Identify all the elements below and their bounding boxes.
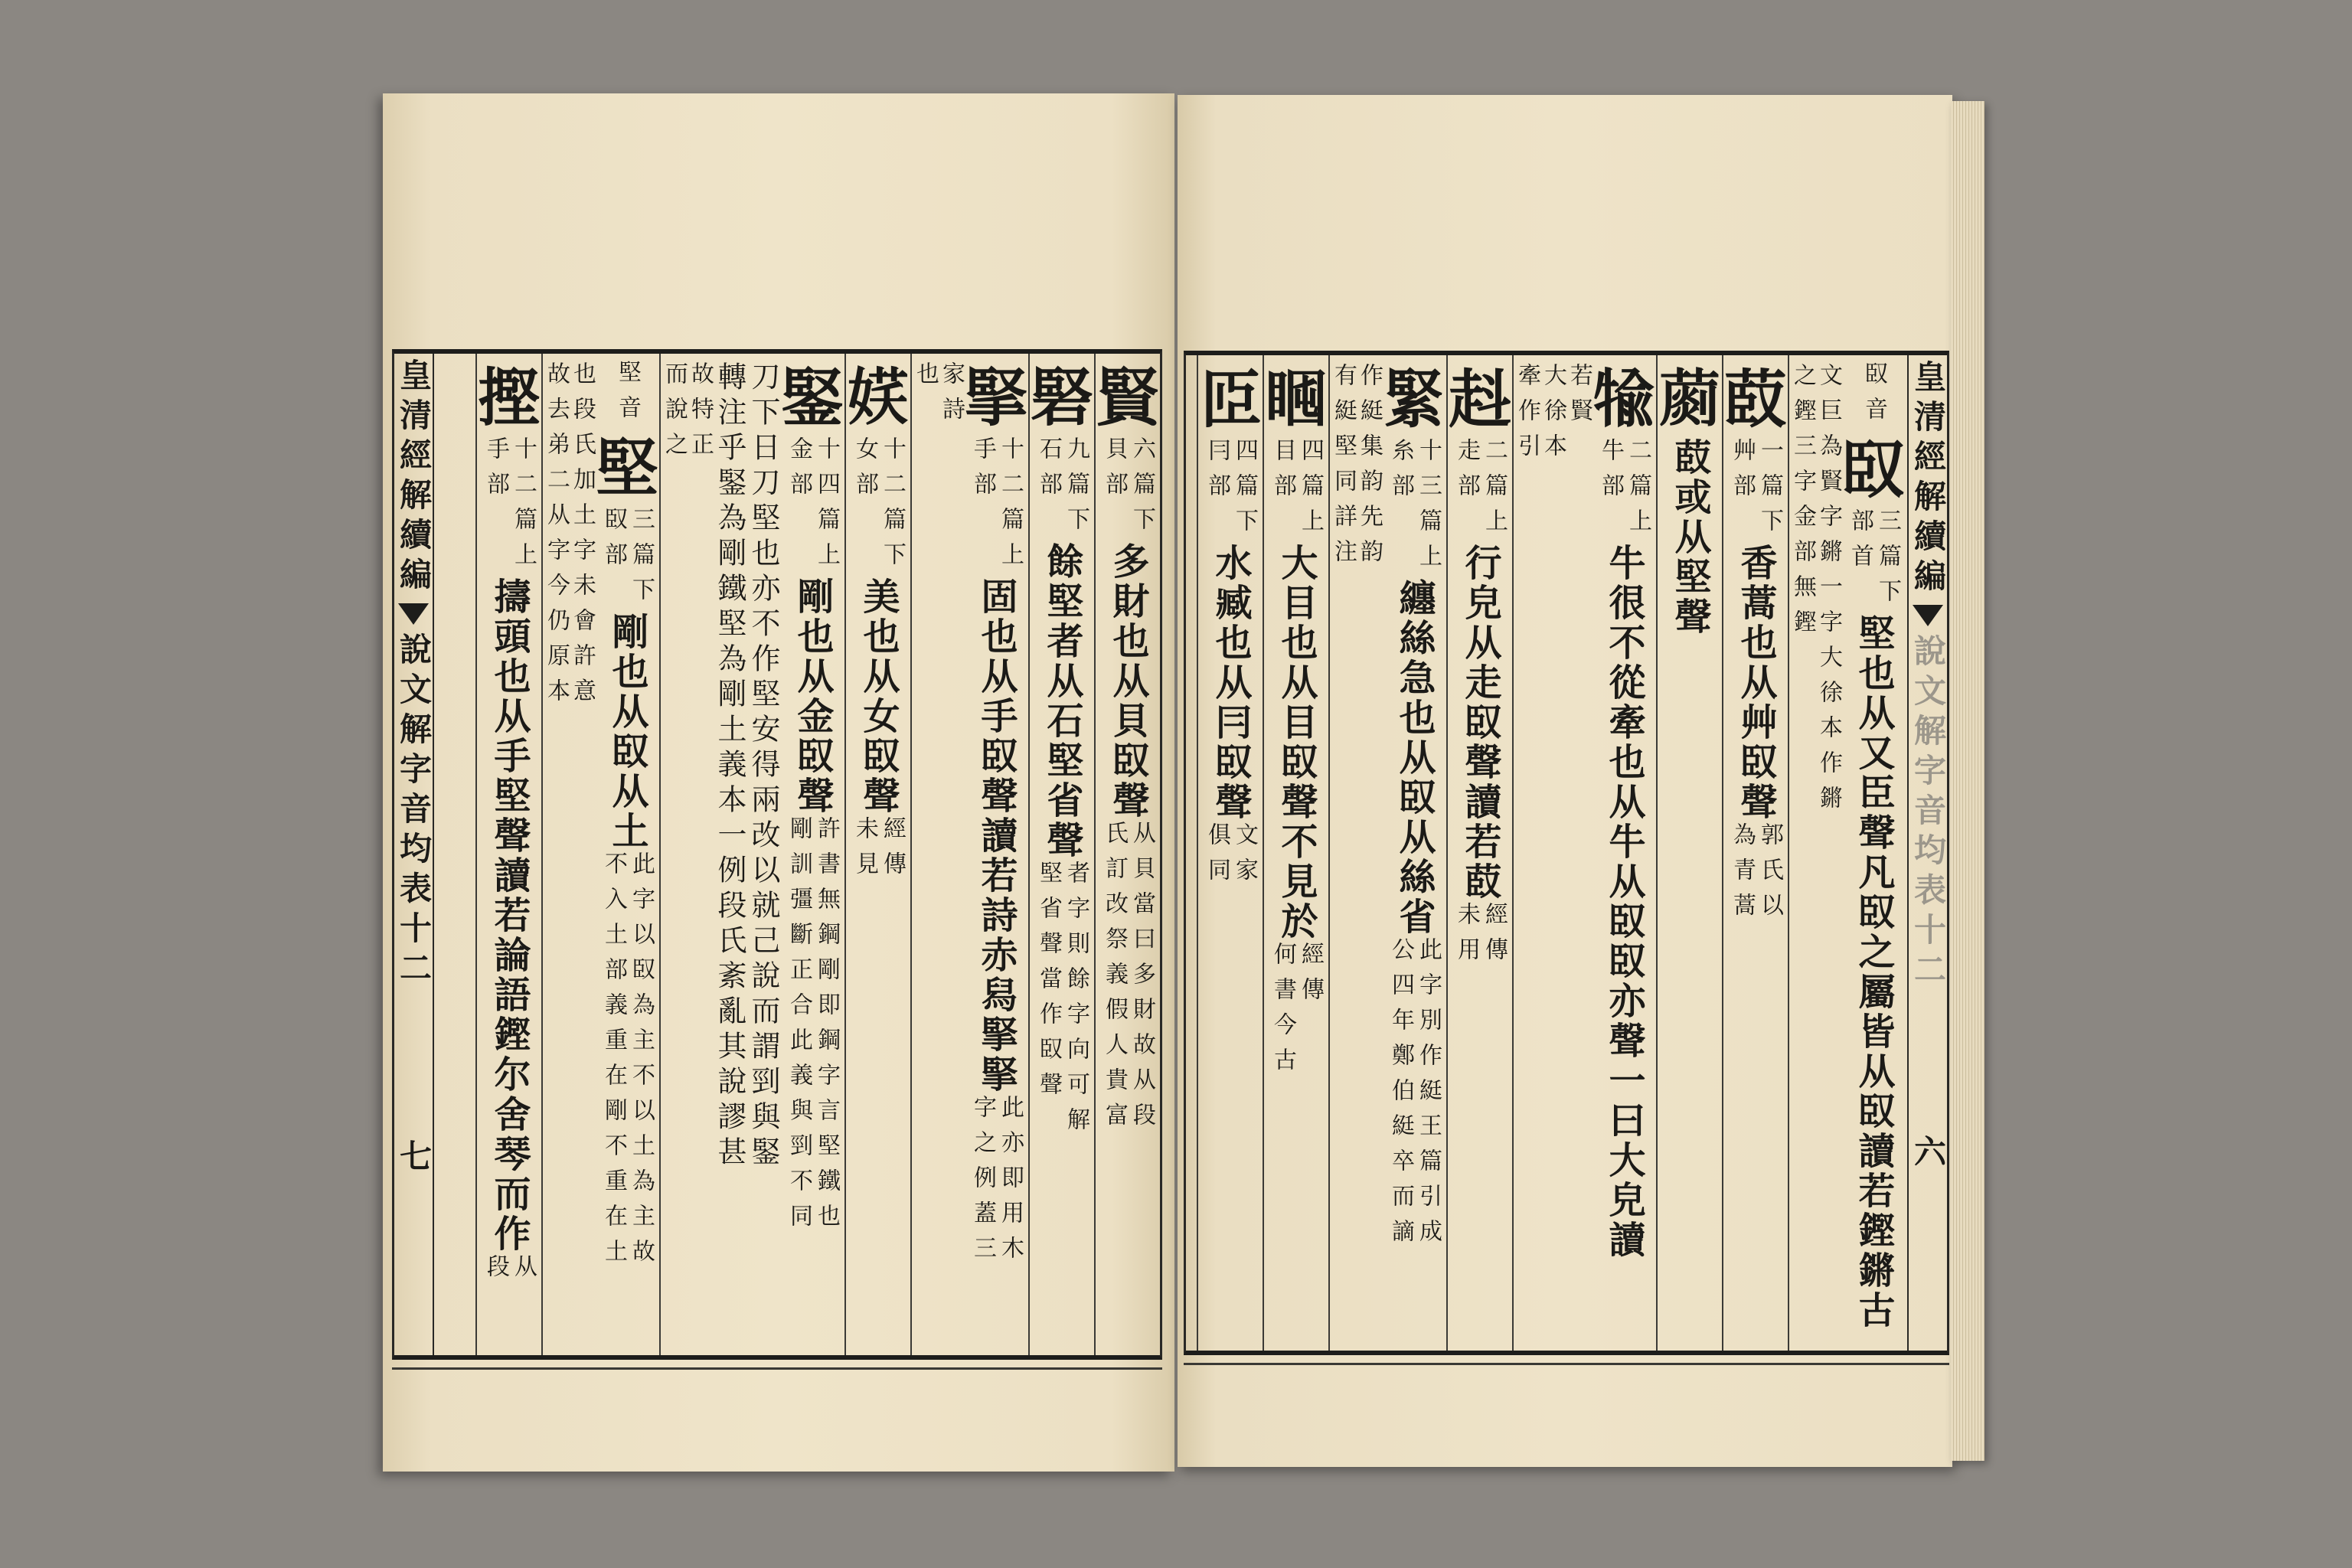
annotation-text: 未見: [851, 816, 878, 887]
annotation-text: 何書今古: [1269, 942, 1296, 1083]
head-character: 𥇈: [1264, 363, 1328, 436]
annotation-pair: [482, 1254, 536, 1289]
volume-title: 說文解字音均表十二: [1909, 634, 1947, 992]
head-character: 菣: [1723, 363, 1787, 436]
section-label-part: 二篇上: [1481, 438, 1508, 544]
section-label-part: 臤部: [600, 507, 627, 577]
entry-main-column: [595, 354, 659, 1355]
head-character: 𦺶: [1658, 363, 1721, 436]
section-label: [1729, 438, 1782, 544]
section-label-part: 牛部: [1597, 438, 1624, 508]
annotation-text: 為青蒿: [1729, 822, 1756, 928]
page-number: 七: [395, 1139, 433, 1179]
annotation-column: 故特正: [687, 361, 714, 467]
section-label: [1269, 438, 1323, 544]
gloss-text: 牛很不從牽也从牛从臤臤亦聲一曰大皃讀: [1602, 544, 1645, 1260]
section-label-part: 十二篇下: [879, 436, 906, 577]
section-label-part: 金部: [786, 436, 812, 507]
annotation-text: 氏訂改祭義假人貴富: [1101, 821, 1128, 1138]
dictionary-entry: [1328, 355, 1446, 1351]
head-character: 𦣝: [1198, 363, 1262, 436]
entry-main-column: [1264, 355, 1328, 1351]
dictionary-entry: [910, 354, 1028, 1355]
annotation-column: 文巨為賢字鏘一字大徐本作鏘: [1815, 363, 1842, 821]
gloss-text: 香蒿也从艸臤聲: [1734, 544, 1777, 822]
annotation-column: 家詩: [938, 361, 965, 432]
dictionary-entry: [541, 354, 659, 1355]
section-label-part: 走部: [1453, 438, 1480, 508]
page-margin: [1907, 355, 1947, 1351]
section-label-part: 九篇下: [1063, 436, 1089, 542]
section-label: [1204, 438, 1257, 544]
fishtail-mark-icon: [1913, 605, 1943, 626]
phonetic-series-label: 堅音: [614, 360, 641, 430]
section-label-part: 艸部: [1729, 438, 1756, 508]
entry-main-column: [1096, 354, 1160, 1355]
section-label: [1387, 438, 1441, 579]
phonetic-series-label: 臤音: [1860, 361, 1887, 432]
annotation-text: 此字以臤為主不以土為主故: [628, 851, 655, 1274]
annotation-text: 段: [482, 1254, 509, 1289]
dictionary-entry: [1788, 355, 1906, 1351]
entry-main-column: [1382, 355, 1446, 1351]
section-label: [786, 436, 839, 577]
annotation-text: 文家: [1231, 822, 1258, 893]
entry-main-column: [1841, 355, 1906, 1351]
head-character: 堅: [595, 432, 658, 505]
annotation-text: 从貝當曰多財故从段: [1129, 821, 1155, 1138]
gloss-text: 剛也从金臤聲: [791, 577, 834, 816]
section-label-part: 十四篇上: [813, 436, 840, 577]
head-character: 硻: [1030, 361, 1093, 435]
gloss-text: 大目也从目臤聲不見於: [1275, 544, 1318, 942]
entry-main-column: [846, 354, 910, 1355]
entry-main-column: [1723, 355, 1788, 1351]
annotation-text: 不入土部義重在剛不重在土: [600, 851, 627, 1274]
gloss-text: 餘堅者从石堅省聲: [1040, 542, 1083, 861]
head-character: 掔: [964, 361, 1027, 435]
annotation-text: 俱同: [1204, 822, 1230, 893]
gloss-text: 美也从女臤聲: [857, 577, 900, 816]
annotation-column: 故去弟二从字今仍原本: [543, 361, 570, 714]
annotation-pair: [1204, 822, 1257, 893]
annotation-text: 此亦即用木: [997, 1095, 1024, 1271]
section-label: [482, 436, 536, 577]
head-character: 賢: [1096, 361, 1159, 435]
annotation-pair: [600, 851, 654, 1274]
section-label-part: 三篇下: [1874, 508, 1901, 614]
annotation-column: 大徐本: [1540, 363, 1566, 469]
dictionary-entry: [475, 354, 541, 1355]
dictionary-entry: [844, 354, 910, 1355]
dictionary-entry: [1446, 355, 1512, 1351]
gloss-text: 纏絲急也从臤从絲省: [1393, 579, 1436, 937]
annotation-column: 也段氏加土字未會許意: [569, 361, 596, 714]
section-label-part: 六篇下: [1129, 436, 1155, 542]
annotation-column: 刀下日刀堅也亦不作堅安得兩改以就己說而謂剄與鋻: [746, 361, 780, 1171]
section-label-part: 三篇下: [628, 507, 655, 612]
section-label-part: 手部: [969, 436, 996, 507]
annotation-text: 字之例蓋三: [969, 1095, 996, 1271]
head-character: 摼: [477, 361, 541, 435]
fishtail-mark-icon: [398, 603, 429, 625]
gloss-text: 剛也从臤从土: [606, 612, 648, 851]
dictionary-entry: [1512, 355, 1656, 1351]
annotation-pair: [851, 816, 905, 887]
dictionary-entry: [1028, 354, 1094, 1355]
annotation-text: 經傳: [879, 816, 906, 887]
page-margin: [394, 354, 434, 1355]
annotation-text: 未用: [1453, 902, 1480, 972]
page-edges: [1951, 101, 1984, 1461]
annotation-pair: [1453, 902, 1507, 972]
entry-main-column: [1658, 355, 1722, 1351]
annotation-text: 公四年鄭伯綎卒而謫: [1387, 937, 1414, 1254]
right-page: [1178, 95, 1952, 1467]
annotation-column: 有綎堅同詳注: [1330, 363, 1357, 574]
gloss-text: 多財也从貝臤聲: [1106, 542, 1149, 821]
dictionary-entry: [1263, 355, 1328, 1351]
section-label-part: 部首: [1847, 508, 1873, 579]
annotation-text: 此字別作綎王篇引成: [1415, 937, 1442, 1254]
entry-main-column: [964, 354, 1028, 1355]
section-label-part: 十二篇上: [997, 436, 1024, 577]
gloss-text: 擣頭也从手堅聲讀若論語鏗尔舍琴而作: [488, 577, 531, 1254]
dictionary-entry: [1656, 355, 1722, 1351]
section-label: [600, 507, 654, 612]
entry-main-column: [1592, 355, 1656, 1351]
entry-main-column: [477, 354, 541, 1355]
annotation-text: 者字則餘字向可解: [1063, 861, 1089, 1142]
annotation-pair: [969, 1095, 1023, 1271]
entry-main-column: [780, 354, 844, 1355]
series-title: 皇清經解續編: [1909, 360, 1947, 599]
gloss-text: 水臧也从冃臤聲: [1209, 544, 1252, 822]
annotation-text: 剛訓彊斷正合此義與剄不同: [786, 816, 812, 1239]
head-character: 𧺯: [1448, 363, 1511, 436]
dictionary-entry: [1197, 355, 1263, 1351]
section-label-part: 二篇上: [1625, 438, 1651, 544]
annotation-pair: [1387, 937, 1441, 1254]
text-frame: [1184, 351, 1949, 1355]
section-label: [1597, 438, 1651, 544]
entry-columns: [436, 354, 1160, 1355]
section-label: [969, 436, 1023, 577]
dictionary-entry: [659, 354, 844, 1355]
annotation-pair: [1269, 942, 1323, 1083]
section-label: [851, 436, 905, 577]
annotation-text: 經傳: [1481, 902, 1508, 972]
annotation-text: 堅省聲當作臤聲: [1035, 861, 1062, 1107]
entry-main-column: [1198, 355, 1263, 1351]
bottom-rule: [392, 1367, 1162, 1370]
section-label-part: 一篇下: [1756, 438, 1783, 544]
page-number: 六: [1909, 1135, 1947, 1174]
section-label: [1453, 438, 1507, 544]
head-character: 臤: [1841, 433, 1905, 507]
annotation-column: 若賢: [1566, 363, 1592, 433]
section-label-part: 目部: [1269, 438, 1296, 508]
annotation-column: 作綎集韵先韵: [1356, 363, 1383, 574]
bottom-rule: [1184, 1363, 1949, 1365]
section-label-part: 糸部: [1387, 438, 1414, 508]
dictionary-entry: [1094, 354, 1160, 1355]
section-label-part: 四篇下: [1231, 438, 1258, 544]
section-label-part: 四篇上: [1297, 438, 1324, 544]
text-frame: [392, 349, 1162, 1360]
gloss-text: 堅也从又臣聲凡臤之屬皆从臤讀若鏗鏘古: [1852, 614, 1895, 1331]
annotation-pair: [1035, 861, 1089, 1142]
section-label: [1101, 436, 1155, 542]
annotation-text: 郭氏以: [1756, 822, 1783, 928]
head-character: 𤚎: [1592, 363, 1655, 436]
annotation-column: 也: [912, 361, 939, 397]
annotation-pair: [1729, 822, 1782, 928]
annotation-text: 从: [510, 1254, 537, 1289]
series-title: 皇清經解續編: [395, 358, 433, 597]
annotation-column: 之鏗三字金部無鏗: [1789, 363, 1816, 645]
head-character: 緊: [1382, 363, 1446, 436]
gloss-text: 行皃从走臤聲讀若菣: [1459, 544, 1501, 902]
gloss-text: 菣或从堅聲: [1668, 438, 1711, 637]
section-label-part: 女部: [851, 436, 878, 507]
entry-main-column: [1448, 355, 1512, 1351]
annotation-text: 經傳: [1297, 942, 1324, 1012]
head-character: 鋻: [780, 361, 844, 435]
section-label-part: 石部: [1035, 436, 1062, 507]
annotation-column: 而說之: [661, 361, 688, 467]
annotation-pair: [786, 816, 839, 1239]
entry-main-column: [1030, 354, 1094, 1355]
head-character: 𡝩: [846, 361, 910, 435]
section-label-part: 手部: [482, 436, 509, 507]
dictionary-entry: [1722, 355, 1788, 1351]
annotation-pair: [1101, 821, 1155, 1138]
gloss-text: 固也从手臤聲讀若詩赤舄掔掔: [975, 577, 1018, 1095]
entry-columns: [1186, 355, 1906, 1351]
annotation-column: 牽作引: [1514, 363, 1540, 469]
left-page: [383, 93, 1174, 1472]
volume-title: 說文解字音均表十二: [395, 632, 433, 991]
section-label-part: 十三篇上: [1415, 438, 1442, 579]
annotation-column: 轉注乎鋻為剛鐵堅為剛土義本一例段氏紊亂其說謬甚: [713, 361, 746, 1171]
section-label-part: 十二篇上: [510, 436, 537, 577]
section-label: [1847, 508, 1900, 614]
section-label-part: 貝部: [1101, 436, 1128, 507]
annotation-text: 許書無鋼剛即鋼字言堅鐵也: [813, 816, 840, 1239]
section-label: [1035, 436, 1089, 542]
section-label-part: 冃部: [1204, 438, 1230, 508]
